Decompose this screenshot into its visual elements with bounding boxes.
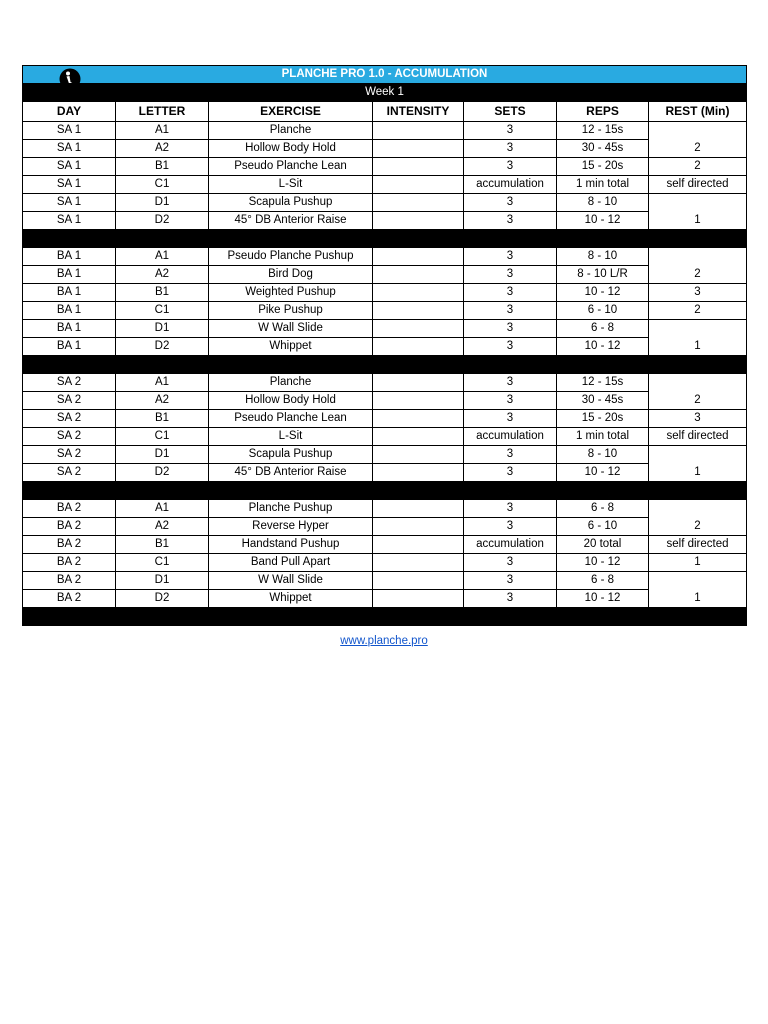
cell-sets: 3 bbox=[464, 302, 557, 320]
cell-rest: 2 bbox=[649, 302, 747, 320]
cell-sets: 3 bbox=[464, 572, 557, 590]
cell-reps: 8 - 10 L/R bbox=[557, 266, 649, 284]
cell-day: SA 1 bbox=[23, 212, 116, 230]
cell-exercise: Planche bbox=[209, 122, 373, 140]
cell-day: SA 1 bbox=[23, 176, 116, 194]
cell-intensity bbox=[373, 518, 464, 536]
cell-exercise: Reverse Hyper bbox=[209, 518, 373, 536]
cell-letter: B1 bbox=[116, 158, 209, 176]
cell-intensity bbox=[373, 266, 464, 284]
col-header-sets: SETS bbox=[464, 102, 557, 122]
cell-exercise: Planche Pushup bbox=[209, 500, 373, 518]
program-table bbox=[22, 65, 747, 626]
website-link[interactable]: www.planche.pro bbox=[340, 635, 428, 647]
table-row bbox=[23, 392, 747, 410]
cell-rest: self directed bbox=[649, 536, 747, 554]
cell-exercise: W Wall Slide bbox=[209, 320, 373, 338]
cell-day: SA 2 bbox=[23, 410, 116, 428]
cell-day: BA 1 bbox=[23, 266, 116, 284]
separator-cell bbox=[23, 356, 747, 374]
column-header-row bbox=[23, 102, 747, 122]
cell-sets: 3 bbox=[464, 338, 557, 356]
cell-letter: A2 bbox=[116, 518, 209, 536]
cell-intensity bbox=[373, 284, 464, 302]
cell-letter: B1 bbox=[116, 284, 209, 302]
cell-day: SA 1 bbox=[23, 122, 116, 140]
col-header-exercise: EXERCISE bbox=[209, 102, 373, 122]
cell-day: BA 2 bbox=[23, 536, 116, 554]
table-row bbox=[23, 212, 747, 230]
cell-sets: 3 bbox=[464, 320, 557, 338]
cell-day: SA 1 bbox=[23, 194, 116, 212]
cell-reps: 30 - 45s bbox=[557, 140, 649, 158]
cell-intensity bbox=[373, 590, 464, 608]
cell-exercise: L-Sit bbox=[209, 428, 373, 446]
cell-day: SA 2 bbox=[23, 428, 116, 446]
cell-exercise: 45° DB Anterior Raise bbox=[209, 464, 373, 482]
cell-day: BA 2 bbox=[23, 500, 116, 518]
cell-reps: 6 - 8 bbox=[557, 500, 649, 518]
cell-reps: 6 - 10 bbox=[557, 518, 649, 536]
col-header-intensity: INTENSITY bbox=[373, 102, 464, 122]
separator-cell bbox=[23, 482, 747, 500]
cell-letter: A1 bbox=[116, 248, 209, 266]
cell-exercise: Pike Pushup bbox=[209, 302, 373, 320]
cell-intensity bbox=[373, 212, 464, 230]
cell-sets: 3 bbox=[464, 284, 557, 302]
table-row bbox=[23, 590, 747, 608]
table-row bbox=[23, 338, 747, 356]
cell-sets: 3 bbox=[464, 446, 557, 464]
block-separator bbox=[23, 608, 747, 626]
cell-day: BA 2 bbox=[23, 572, 116, 590]
cell-exercise: Scapula Pushup bbox=[209, 194, 373, 212]
cell-letter: D1 bbox=[116, 194, 209, 212]
cell-sets: accumulation bbox=[464, 176, 557, 194]
cell-reps: 15 - 20s bbox=[557, 410, 649, 428]
cell-sets: 3 bbox=[464, 248, 557, 266]
cell-reps: 10 - 12 bbox=[557, 590, 649, 608]
cell-letter: D1 bbox=[116, 446, 209, 464]
cell-exercise: L-Sit bbox=[209, 176, 373, 194]
cell-rest: 2 bbox=[649, 248, 747, 284]
cell-sets: 3 bbox=[464, 212, 557, 230]
cell-intensity bbox=[373, 428, 464, 446]
cell-sets: 3 bbox=[464, 158, 557, 176]
cell-rest: 2 bbox=[649, 122, 747, 158]
cell-sets: 3 bbox=[464, 374, 557, 392]
week-row bbox=[23, 84, 747, 102]
cell-letter: A1 bbox=[116, 500, 209, 518]
table-row bbox=[23, 176, 747, 194]
cell-reps: 8 - 10 bbox=[557, 248, 649, 266]
cell-intensity bbox=[373, 158, 464, 176]
cell-sets: 3 bbox=[464, 392, 557, 410]
cell-day: SA 2 bbox=[23, 374, 116, 392]
cell-letter: D2 bbox=[116, 590, 209, 608]
table-row bbox=[23, 320, 747, 338]
cell-intensity bbox=[373, 410, 464, 428]
cell-exercise: W Wall Slide bbox=[209, 572, 373, 590]
table-row bbox=[23, 500, 747, 518]
cell-sets: 3 bbox=[464, 122, 557, 140]
cell-reps: 10 - 12 bbox=[557, 284, 649, 302]
cell-intensity bbox=[373, 392, 464, 410]
cell-sets: 3 bbox=[464, 518, 557, 536]
cell-letter: D1 bbox=[116, 320, 209, 338]
cell-letter: A2 bbox=[116, 392, 209, 410]
cell-intensity bbox=[373, 122, 464, 140]
cell-letter: B1 bbox=[116, 410, 209, 428]
cell-day: SA 1 bbox=[23, 140, 116, 158]
cell-intensity bbox=[373, 176, 464, 194]
col-header-reps: REPS bbox=[557, 102, 649, 122]
cell-day: BA 1 bbox=[23, 248, 116, 266]
cell-letter: D2 bbox=[116, 464, 209, 482]
cell-rest: 3 bbox=[649, 284, 747, 302]
cell-reps: 6 - 10 bbox=[557, 302, 649, 320]
block-separator bbox=[23, 230, 747, 248]
cell-reps: 10 - 12 bbox=[557, 212, 649, 230]
cell-rest: 1 bbox=[649, 554, 747, 572]
table-row bbox=[23, 140, 747, 158]
cell-letter: B1 bbox=[116, 536, 209, 554]
cell-intensity bbox=[373, 248, 464, 266]
title-cell bbox=[23, 66, 747, 84]
cell-sets: accumulation bbox=[464, 536, 557, 554]
cell-reps: 12 - 15s bbox=[557, 374, 649, 392]
cell-intensity bbox=[373, 464, 464, 482]
cell-sets: 3 bbox=[464, 266, 557, 284]
cell-exercise: Hollow Body Hold bbox=[209, 392, 373, 410]
col-header-day: DAY bbox=[23, 102, 116, 122]
separator-cell bbox=[23, 230, 747, 248]
cell-reps: 30 - 45s bbox=[557, 392, 649, 410]
cell-rest: 2 bbox=[649, 500, 747, 536]
cell-intensity bbox=[373, 572, 464, 590]
cell-letter: C1 bbox=[116, 302, 209, 320]
cell-exercise: Weighted Pushup bbox=[209, 284, 373, 302]
cell-day: BA 2 bbox=[23, 554, 116, 572]
cell-day: BA 1 bbox=[23, 320, 116, 338]
cell-reps: 12 - 15s bbox=[557, 122, 649, 140]
table-row bbox=[23, 194, 747, 212]
sheet-title: PLANCHE PRO 1.0 - ACCUMULATION bbox=[281, 68, 488, 80]
cell-day: SA 2 bbox=[23, 464, 116, 482]
cell-sets: accumulation bbox=[464, 428, 557, 446]
cell-reps: 10 - 12 bbox=[557, 338, 649, 356]
cell-rest: 2 bbox=[649, 374, 747, 410]
cell-intensity bbox=[373, 338, 464, 356]
table-row bbox=[23, 158, 747, 176]
cell-sets: 3 bbox=[464, 464, 557, 482]
cell-reps: 10 - 12 bbox=[557, 464, 649, 482]
cell-exercise: Pseudo Planche Pushup bbox=[209, 248, 373, 266]
table-row bbox=[23, 248, 747, 266]
cell-day: BA 2 bbox=[23, 590, 116, 608]
cell-rest: self directed bbox=[649, 428, 747, 446]
cell-exercise: Band Pull Apart bbox=[209, 554, 373, 572]
cell-intensity bbox=[373, 302, 464, 320]
cell-letter: A1 bbox=[116, 122, 209, 140]
table-row bbox=[23, 266, 747, 284]
planche-silhouette-icon bbox=[59, 68, 81, 84]
cell-letter: D1 bbox=[116, 572, 209, 590]
cell-intensity bbox=[373, 554, 464, 572]
block-separator bbox=[23, 356, 747, 374]
cell-letter: C1 bbox=[116, 554, 209, 572]
cell-intensity bbox=[373, 320, 464, 338]
cell-sets: 3 bbox=[464, 554, 557, 572]
cell-exercise: Pseudo Planche Lean bbox=[209, 158, 373, 176]
separator-cell bbox=[23, 608, 747, 626]
cell-rest: 2 bbox=[649, 158, 747, 176]
table-row bbox=[23, 302, 747, 320]
cell-rest: 3 bbox=[649, 410, 747, 428]
week-label: Week 1 bbox=[23, 84, 747, 102]
cell-letter: C1 bbox=[116, 176, 209, 194]
table-row bbox=[23, 122, 747, 140]
cell-letter: D2 bbox=[116, 212, 209, 230]
cell-letter: A1 bbox=[116, 374, 209, 392]
cell-reps: 1 min total bbox=[557, 428, 649, 446]
cell-reps: 20 total bbox=[557, 536, 649, 554]
cell-reps: 6 - 8 bbox=[557, 320, 649, 338]
cell-exercise: Whippet bbox=[209, 590, 373, 608]
cell-exercise: Planche bbox=[209, 374, 373, 392]
table-row bbox=[23, 446, 747, 464]
cell-rest: 1 bbox=[649, 572, 747, 608]
cell-letter: C1 bbox=[116, 428, 209, 446]
cell-exercise: 45° DB Anterior Raise bbox=[209, 212, 373, 230]
table-row bbox=[23, 428, 747, 446]
cell-reps: 8 - 10 bbox=[557, 194, 649, 212]
cell-rest: 1 bbox=[649, 446, 747, 482]
cell-letter: D2 bbox=[116, 338, 209, 356]
cell-exercise: Scapula Pushup bbox=[209, 446, 373, 464]
table-row bbox=[23, 284, 747, 302]
cell-reps: 1 min total bbox=[557, 176, 649, 194]
cell-rest: self directed bbox=[649, 176, 747, 194]
cell-sets: 3 bbox=[464, 140, 557, 158]
cell-day: SA 2 bbox=[23, 446, 116, 464]
cell-exercise: Handstand Pushup bbox=[209, 536, 373, 554]
table-row bbox=[23, 410, 747, 428]
table-row bbox=[23, 464, 747, 482]
cell-rest: 1 bbox=[649, 194, 747, 230]
cell-exercise: Pseudo Planche Lean bbox=[209, 410, 373, 428]
cell-day: BA 2 bbox=[23, 518, 116, 536]
cell-intensity bbox=[373, 374, 464, 392]
table-row bbox=[23, 554, 747, 572]
cell-intensity bbox=[373, 536, 464, 554]
cell-day: SA 2 bbox=[23, 392, 116, 410]
cell-sets: 3 bbox=[464, 590, 557, 608]
cell-intensity bbox=[373, 446, 464, 464]
cell-day: SA 1 bbox=[23, 158, 116, 176]
cell-sets: 3 bbox=[464, 194, 557, 212]
cell-exercise: Hollow Body Hold bbox=[209, 140, 373, 158]
cell-sets: 3 bbox=[464, 410, 557, 428]
table-row bbox=[23, 374, 747, 392]
cell-intensity bbox=[373, 500, 464, 518]
col-header-letter: LETTER bbox=[116, 102, 209, 122]
cell-reps: 8 - 10 bbox=[557, 446, 649, 464]
program-table-body bbox=[23, 66, 747, 626]
cell-day: BA 1 bbox=[23, 284, 116, 302]
cell-reps: 6 - 8 bbox=[557, 572, 649, 590]
cell-intensity bbox=[373, 194, 464, 212]
table-row bbox=[23, 536, 747, 554]
cell-exercise: Bird Dog bbox=[209, 266, 373, 284]
cell-reps: 10 - 12 bbox=[557, 554, 649, 572]
cell-intensity bbox=[373, 140, 464, 158]
cell-exercise: Whippet bbox=[209, 338, 373, 356]
cell-reps: 15 - 20s bbox=[557, 158, 649, 176]
cell-day: BA 1 bbox=[23, 302, 116, 320]
cell-letter: A2 bbox=[116, 266, 209, 284]
cell-sets: 3 bbox=[464, 500, 557, 518]
col-header-rest: REST (Min) bbox=[649, 102, 747, 122]
table-row bbox=[23, 572, 747, 590]
title-row bbox=[23, 66, 747, 84]
program-sheet bbox=[22, 65, 746, 626]
cell-rest: 1 bbox=[649, 320, 747, 356]
cell-day: BA 1 bbox=[23, 338, 116, 356]
table-row bbox=[23, 518, 747, 536]
block-separator bbox=[23, 482, 747, 500]
cell-letter: A2 bbox=[116, 140, 209, 158]
